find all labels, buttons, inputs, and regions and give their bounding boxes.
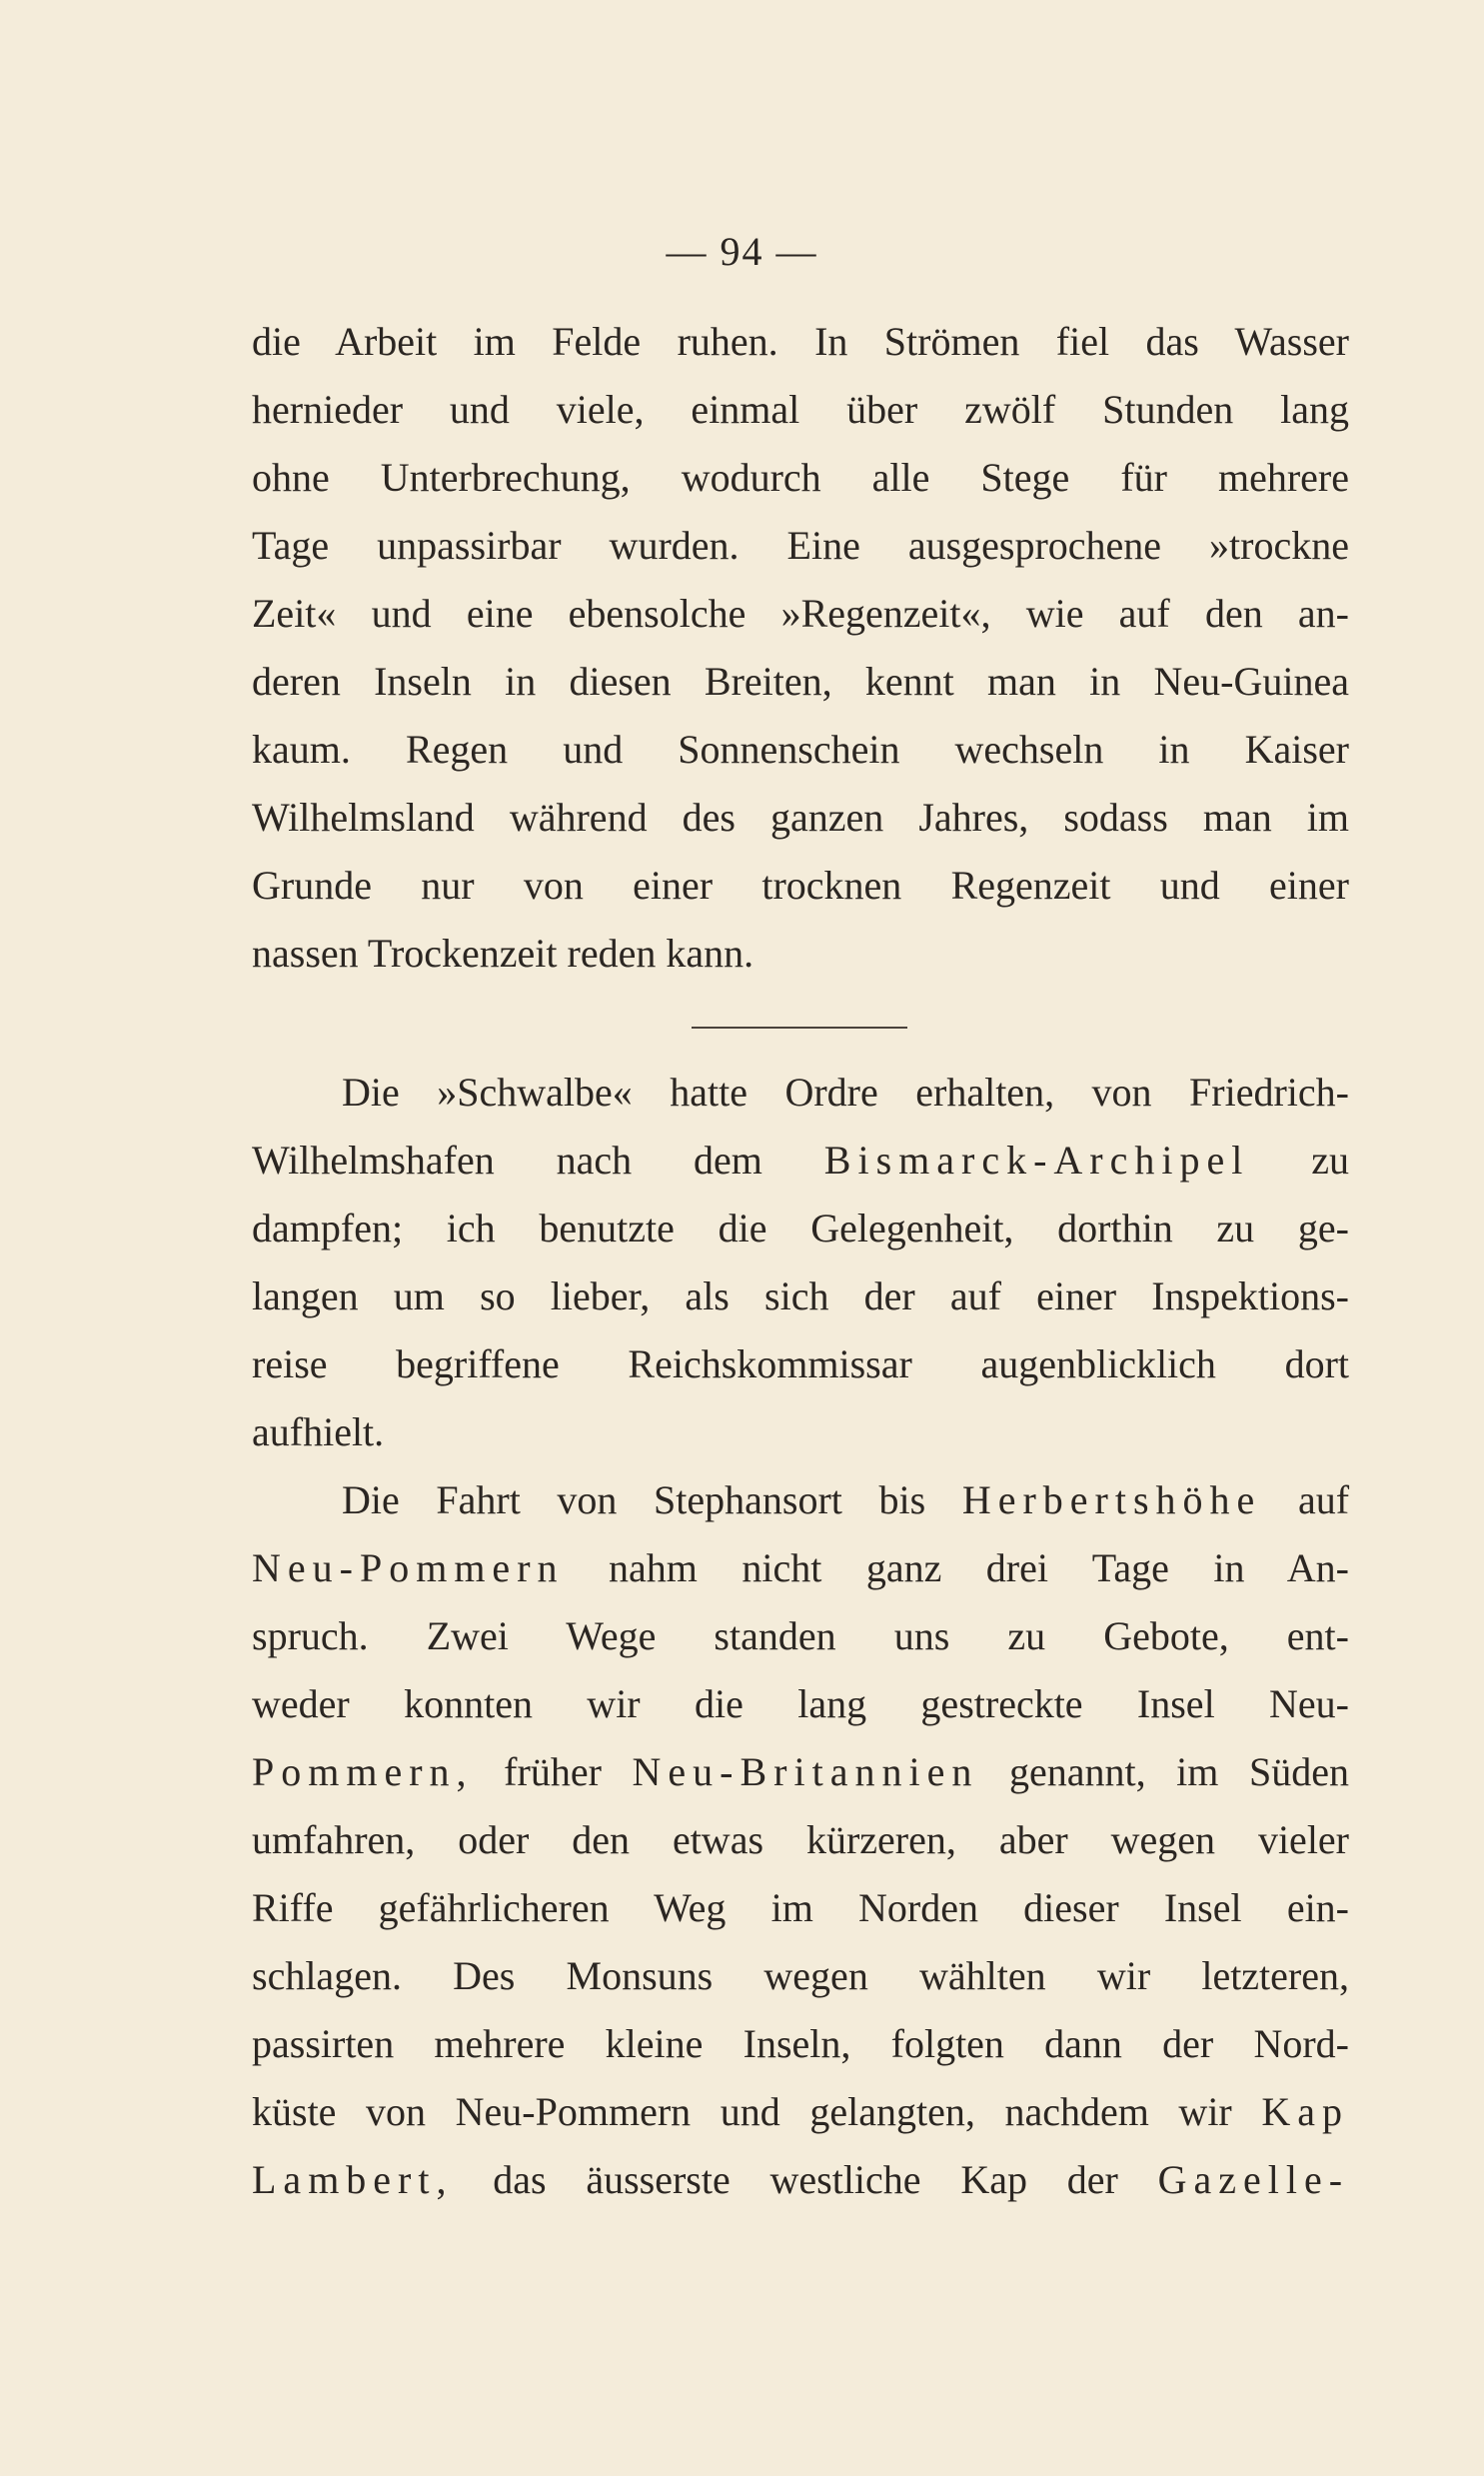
spaced-text: Neu-Britannien	[632, 1749, 979, 1794]
text-span: nahm nicht ganz drei Tage in An-	[609, 1545, 1349, 1590]
text-line: aufhielt.	[252, 1409, 385, 1454]
text-line: Die »Schwalbe« hatte Ordre erhalten, von Friedrich-	[342, 1070, 1349, 1115]
text-span: früher	[504, 1749, 602, 1794]
spaced-text: Gazelle-	[1157, 2157, 1350, 2202]
spaced-text: Herbertshöhe	[961, 1477, 1262, 1522]
spaced-text: Neu-Pommern	[252, 1545, 565, 1590]
text-line	[252, 1544, 1349, 1592]
text-line	[252, 1748, 1349, 1796]
text-line: spruch. Zwei Wege standen uns zu Gebote, ent-	[252, 1613, 1349, 1658]
spaced-text: Bismarck-Archipel	[823, 1138, 1250, 1183]
text-line: langen um so lieber, als sich der auf einer Inspektions-	[252, 1273, 1349, 1318]
text-line: passirten mehrere kleine Inseln, folgten dann der Nord-	[252, 2021, 1349, 2066]
text-line: Grunde nur von einer trocknen Regenzeit und einer	[252, 863, 1349, 908]
text-line: reise begriffene Reichskommissar augenblicklich dort	[252, 1341, 1349, 1386]
text-span: Wilhelmshafen nach dem	[252, 1138, 762, 1183]
text-line: deren Inseln in diesen Breiten, kennt man in Neu-Guinea	[252, 659, 1349, 704]
text-span: küste von Neu-Pommern und gelangten, nachdem wir	[252, 2089, 1232, 2134]
spaced-text: Pommern,	[252, 1749, 474, 1794]
section-divider	[692, 1027, 907, 1029]
text-line: umfahren, oder den etwas kürzeren, aber wegen vieler	[252, 1817, 1349, 1862]
text-line: weder konnten wir die lang gestreckte Insel Neu-	[252, 1681, 1349, 1726]
text-line: schlagen. Des Monsuns wegen wählten wir letzteren,	[252, 1953, 1349, 1998]
spaced-text: Lambert,	[252, 2157, 454, 2202]
text-line: Wilhelmsland während des ganzen Jahres, sodass man im	[252, 795, 1349, 840]
text-line: kaum. Regen und Sonnenschein wechseln in Kaiser	[252, 727, 1349, 772]
text-line: die Arbeit im Felde ruhen. In Strömen fiel das Wasser	[252, 319, 1349, 364]
text-line: nassen Trockenzeit reden kann.	[252, 931, 754, 976]
text-line: ohne Unterbrechung, wodurch alle Stege für mehrere	[252, 455, 1349, 500]
text-line: hernieder und viele, einmal über zwölf Stunden lang	[252, 387, 1349, 432]
text-span: zu	[1311, 1138, 1350, 1183]
text-line: dampfen; ich benutzte die Gelegenheit, dorthin zu ge-	[252, 1206, 1349, 1250]
text-span: genannt, im Süden	[1008, 1749, 1350, 1794]
text-line: Tage unpassirbar wurden. Eine ausgesprochene »trockne	[252, 523, 1349, 568]
text-span: Die Fahrt von Stephansort bis	[342, 1477, 926, 1522]
text-line	[252, 1137, 1349, 1185]
text-line	[252, 2156, 1349, 2204]
text-line: Riffe gefährlicheren Weg im Norden dieser Insel ein-	[252, 1885, 1349, 1930]
text-line	[252, 2088, 1349, 2136]
text-span: auf	[1297, 1477, 1350, 1522]
text-span: das äusserste westliche Kap der	[493, 2157, 1118, 2202]
spaced-text: Kap	[1261, 2089, 1350, 2134]
text-line	[342, 1476, 1349, 1524]
text-line: Zeit« und eine ebensolche »Regenzeit«, wie auf den an-	[252, 591, 1349, 636]
page-number: — 94 —	[666, 229, 818, 274]
